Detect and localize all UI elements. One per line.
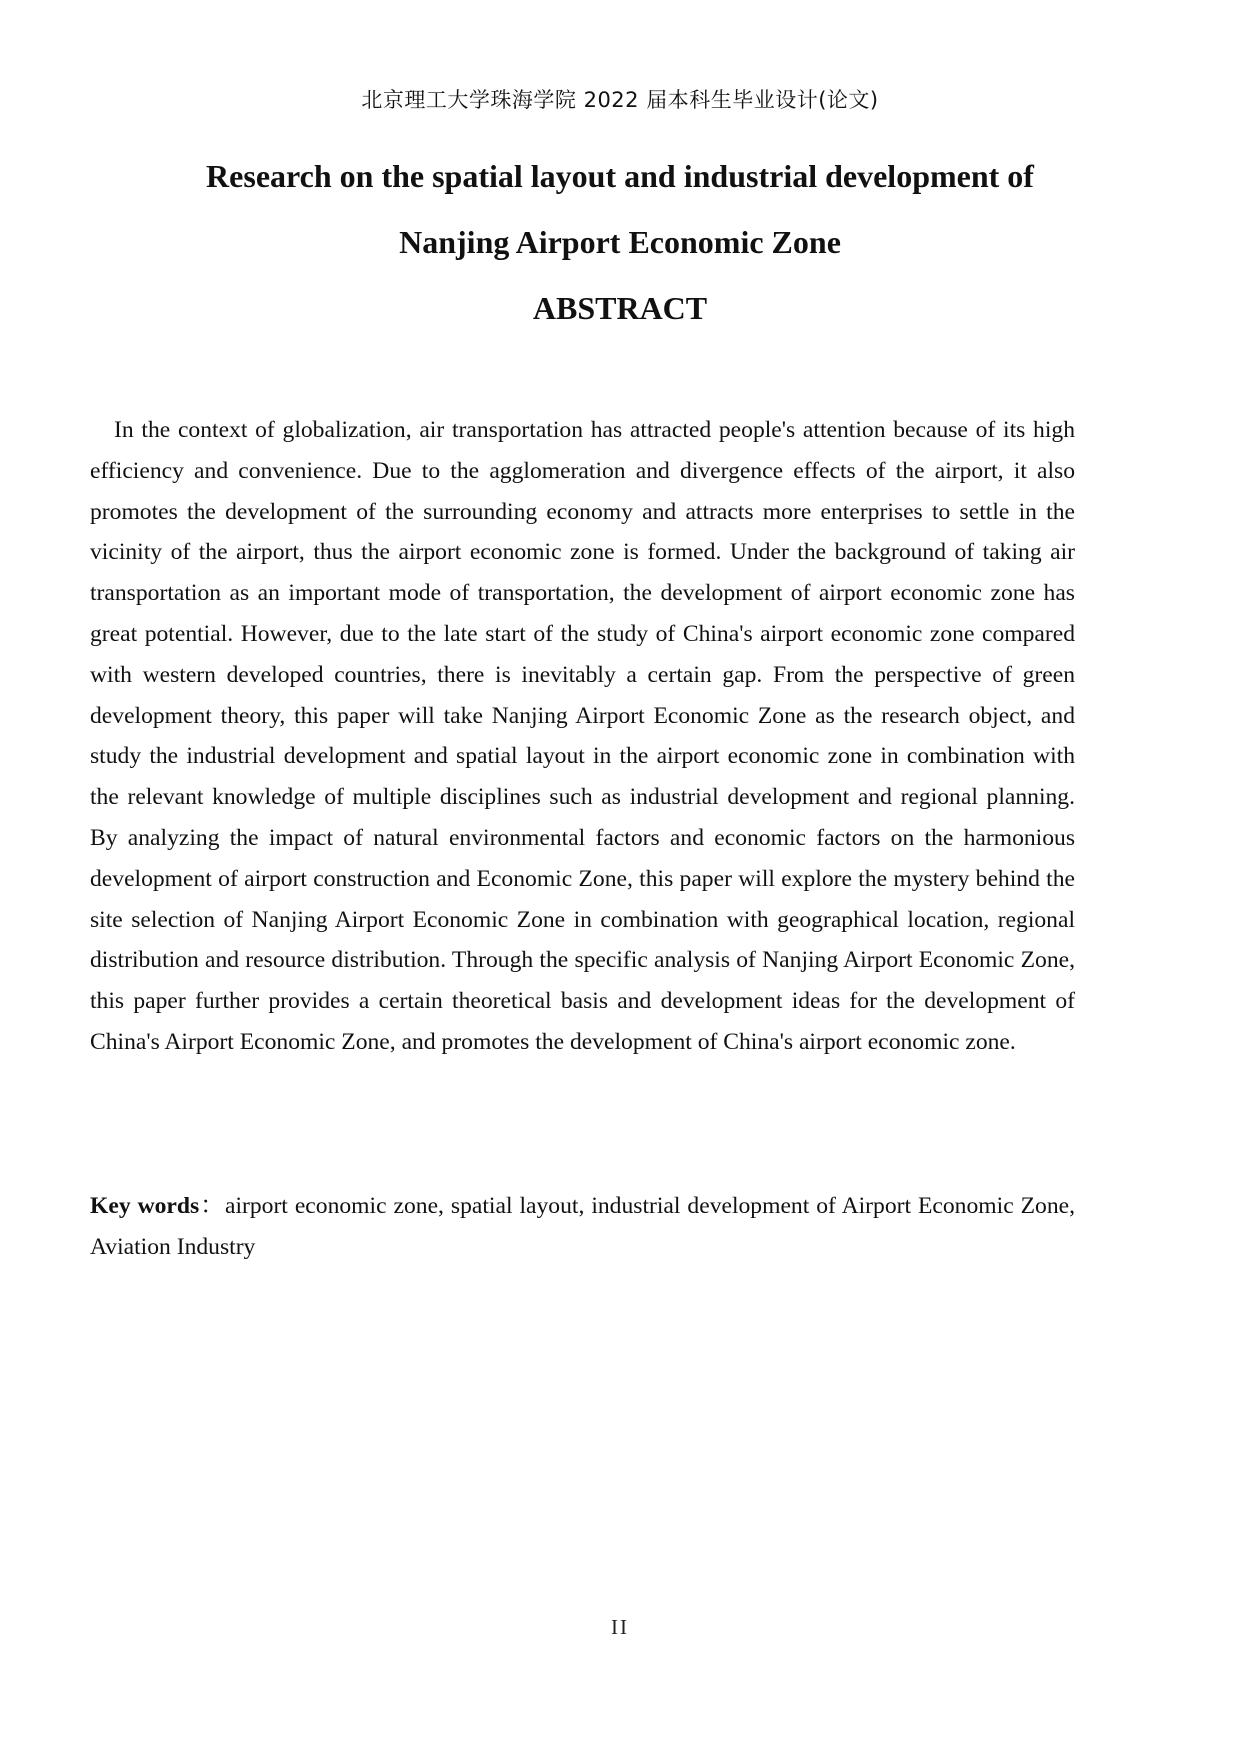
abstract-body: In the context of globalization, air transportation has attracted people's attention because of its high efficiency and convenience. Due to the agglomeration and divergence effects of the airport, it also promotes the development of the surrounding economy and attracts more enterprises to settle in the vicinity of the airport, thus the airport economic zone is formed. Under the background of taking air transportation as an important mode of transportation, the development of airport economic zone has great potential. However, due to the late start of the study of China's airport economic zone compared with western developed countries, there is inevitably a certain gap. From the perspective of green development theory, this paper will take Nanjing Airport Economic Zone as the research object, and study the industrial development and spatial layout in the airport economic zone in combination with the relevant knowledge of multiple disciplines such as industrial development and regional planning. By analyzing the impact of natural environmental factors and economic factors on the harmonious development of airport construction and Economic Zone, this paper will explore the mystery behind the site selection of Nanjing Airport Economic Zone in combination with geographical location, regional distribution and resource distribution. Through the specific analysis of Nanjing Airport Economic Zone, this paper further provides a certain theoretical basis and development ideas for the development of China's Airport Economic Zone, and promotes the development of China's airport economic zone.: [90, 417, 1075, 1055]
paper-title-line-1: Research on the spatial layout and industrial development of: [206, 158, 1034, 194]
page-number: II: [611, 1615, 629, 1639]
keywords-separator: ：: [199, 1193, 225, 1219]
page-header: 北京理工大学珠海学院 2022 届本科生毕业设计(论文): [361, 88, 879, 112]
abstract-heading: ABSTRACT: [532, 290, 708, 326]
keywords-text: airport economic zone, spatial layout, industrial development of Airport Economic Zone, Aviation Industry: [90, 1193, 1076, 1260]
keywords-paragraph: [90, 1186, 1075, 1268]
keywords-label: Key words: [90, 1193, 200, 1219]
paper-title-line-2: Nanjing Airport Economic Zone: [399, 224, 841, 260]
